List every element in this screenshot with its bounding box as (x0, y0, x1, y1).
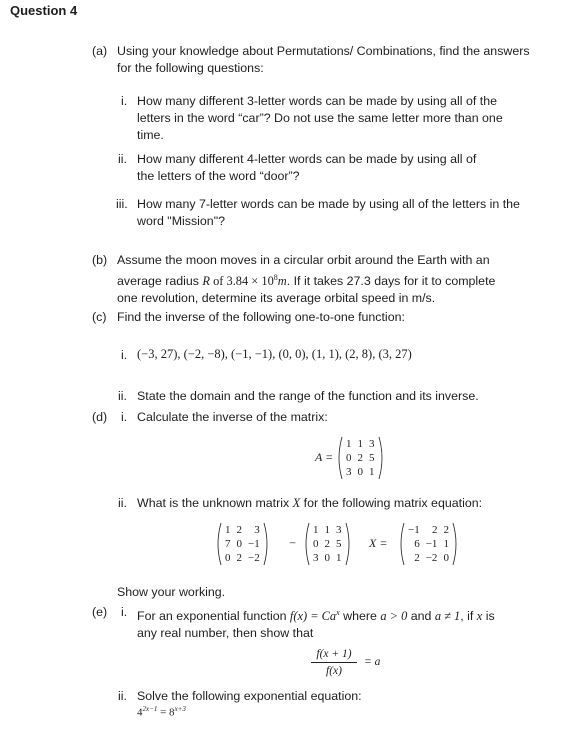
matrix-grid (343, 437, 378, 479)
text-span: is (482, 609, 495, 624)
exponential-equation (137, 705, 186, 719)
part-a-i-label: i. (121, 94, 128, 108)
matrix-cell: 3 (254, 524, 260, 536)
part-c-ii-text: State the domain and the range of the function and its inverse. (137, 389, 479, 403)
matrix-cell: 1 (313, 524, 319, 536)
text-line: the letters of the word “door”? (137, 169, 300, 183)
matrix-cell: 6 (414, 538, 420, 550)
text-line: one revolution, determine its average orbital speed in m/s. (117, 291, 436, 306)
eq-base: 4 (137, 706, 143, 719)
text-line: How many 7-letter words can be made by using all of the letters in the (137, 197, 520, 211)
function-def: f(x) = Ca (289, 609, 337, 624)
matrix-grid (405, 523, 452, 565)
matrix-m1 (215, 522, 270, 566)
part-d-i-label: i. (121, 410, 128, 424)
show-working: Show your working. (117, 585, 226, 599)
text-span: where (339, 609, 381, 624)
right-paren (452, 522, 459, 566)
matrix-cell: 1 (336, 552, 342, 564)
function-exponent: x (336, 608, 340, 617)
matrix-cell: 1 (369, 466, 375, 478)
eq-exponent: x+3 (174, 705, 186, 713)
matrix-cell: 1 (225, 524, 231, 536)
matrix-cell: 2 (414, 552, 420, 564)
part-c-ii-label: ii. (118, 389, 127, 403)
part-a-i-text (137, 93, 503, 144)
matrix-cell: 7 (225, 538, 231, 550)
matrix-cell: 0 (225, 552, 231, 564)
text-line: How many different 4-letter words can be made by using all of (137, 152, 477, 166)
matrix-cell: 1 (357, 438, 363, 450)
part-a-ii-text (137, 151, 476, 185)
part-a-iii-text (137, 196, 520, 230)
text-span: For an exponential function (137, 609, 290, 624)
part-a-label: (a) (92, 44, 108, 58)
part-c-i-label: i. (121, 348, 128, 362)
matrix-cell: 3 (336, 524, 342, 536)
matrix-cell: 2 (236, 552, 242, 564)
part-e-i-label: i. (121, 605, 128, 619)
matrix-m3 (398, 522, 459, 566)
matrix-cell: 0 (313, 538, 319, 550)
function-pairs: (−3, 27), (−2, −8), (−1, −1), (0, 0), (1, 1), (2, 8), (3, 27) (137, 347, 412, 361)
part-a-ii-label: ii. (118, 152, 127, 166)
part-e-ii-text: Solve the following exponential equation: (137, 689, 362, 703)
part-c-label: (c) (92, 310, 107, 324)
matrix-cell: 2 (324, 538, 330, 550)
right-paren (378, 436, 385, 480)
matrix-cell: 5 (369, 452, 375, 464)
part-a-iii-label: iii. (116, 197, 128, 211)
matrix-x-equals: X = (369, 536, 388, 550)
right-paren (345, 522, 352, 566)
matrix-cell: 5 (336, 538, 342, 550)
text-line: How many different 3-letter words can be made by using all of the (137, 94, 497, 108)
matrix-a-name: A = (315, 450, 334, 464)
part-e-ii-label: ii. (118, 689, 127, 703)
matrix-cell: −2 (425, 552, 438, 564)
radius-value: of 3.84 × 10 (210, 274, 274, 289)
matrix-cell: 3 (313, 552, 319, 564)
matrix-cell: 0 (443, 552, 449, 564)
part-c-intro: Find the inverse of the following one-to-one function: (117, 310, 405, 324)
matrix-cell: −1 (248, 538, 260, 550)
text-span: for the following matrix equation: (300, 496, 483, 510)
text-line: time. (137, 128, 164, 142)
part-d-label: (d) (92, 410, 108, 424)
matrix-cell: −1 (408, 524, 420, 536)
matrix-grid (222, 523, 263, 565)
matrix-cell: 2 (357, 452, 363, 464)
text-span: average radius (117, 274, 203, 289)
radius-symbol: R (202, 274, 210, 289)
text-line (137, 604, 495, 625)
text-line: any real number, then show that (137, 626, 314, 641)
part-a-intro (117, 43, 530, 77)
matrix-cell: −1 (425, 538, 438, 550)
left-paren (303, 522, 310, 566)
text-span: . If it takes 27.3 days for it to complete (286, 274, 496, 289)
text-line: Assume the moon moves in a circular orbit around the Earth with an (117, 253, 490, 267)
part-e-label: (e) (92, 605, 108, 619)
fraction (311, 648, 357, 677)
question-title: Question 4 (10, 3, 78, 18)
matrix-cell: 0 (324, 552, 330, 564)
part-d-ii-text (137, 496, 482, 511)
unit-m: m (277, 274, 287, 289)
text-line: Using your knowledge about Permutations/ Combinations, find the answers (117, 44, 530, 58)
variable-x: x (476, 609, 483, 624)
part-b-text (117, 252, 495, 307)
text-line (117, 269, 495, 290)
fraction-rhs: = a (364, 656, 381, 668)
left-paren (336, 436, 343, 480)
eq-exponent: 2x−1 (142, 705, 158, 713)
matrix-cell: 0 (346, 452, 352, 464)
matrix-cell: 1 (443, 538, 449, 550)
fraction-numerator: f(x + 1) (316, 648, 352, 660)
matrix-x-symbol: X (292, 496, 301, 510)
matrix-cell: 1 (324, 524, 330, 536)
matrix-cell: 2 (431, 524, 438, 536)
eq-rhs-base: = 8 (157, 706, 175, 719)
text-span: and (407, 609, 435, 624)
part-b-label: (b) (92, 253, 108, 267)
right-paren (263, 522, 270, 566)
matrix-cell: 0 (236, 538, 242, 550)
minus-sign: − (289, 536, 296, 550)
matrix-cell: 3 (369, 438, 375, 450)
fraction-denominator: f(x) (326, 665, 342, 677)
radius-exponent: 8 (273, 273, 278, 282)
condition: a ≠ 1 (434, 609, 461, 624)
matrix-a (336, 436, 385, 480)
left-paren (398, 522, 405, 566)
text-span: , if (460, 609, 477, 624)
matrix-cell: 0 (357, 466, 363, 478)
text-span: What is the unknown matrix (137, 496, 293, 510)
fraction-bar (311, 662, 357, 663)
part-d-ii-label: ii. (118, 496, 127, 510)
matrix-cell: 1 (346, 438, 352, 450)
matrix-cell: 2 (443, 524, 449, 536)
matrix-m2 (303, 522, 352, 566)
text-line: word "Mission"? (137, 214, 225, 228)
condition: a > 0 (380, 609, 408, 624)
part-e-i-text (137, 604, 495, 642)
matrix-cell: 2 (236, 524, 242, 536)
left-paren (215, 522, 222, 566)
text-line: letters in the word “car”? Do not use the same letter more than one (137, 111, 503, 125)
part-d-i-text: Calculate the inverse of the matrix: (137, 410, 328, 424)
text-line: for the following questions: (117, 61, 264, 75)
matrix-cell: 3 (346, 466, 352, 478)
matrix-grid (310, 523, 345, 565)
matrix-cell: −2 (248, 552, 260, 564)
